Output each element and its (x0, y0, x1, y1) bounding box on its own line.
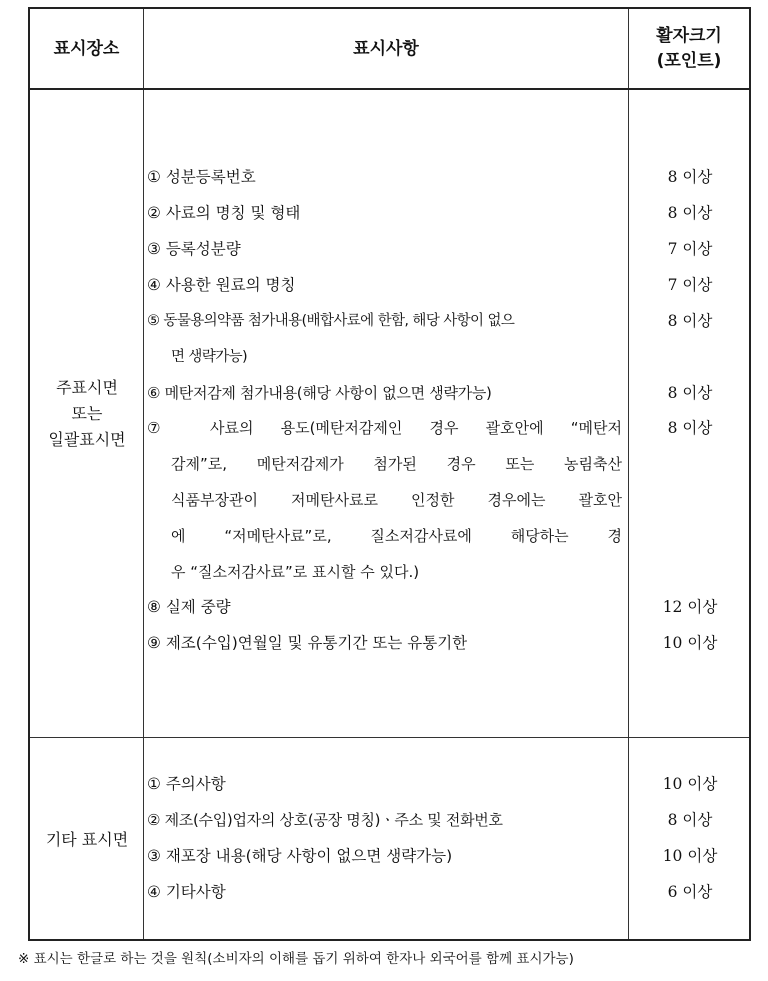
list-item: ⑤ 동물용의약품 첨가내용(배합사료에 한함, 해당 사항이 없으 면 생략가능) (147, 313, 515, 365)
list-item: ② 제조(수입)업자의 상호(공장 명칭)ㆍ주소 및 전화번호 (147, 811, 503, 829)
list-item: ④ 사용한 원료의 명칭 (147, 276, 296, 294)
font-size-value: 6 이상 (667, 883, 713, 901)
font-size-value: 10 이상 (662, 847, 718, 865)
footnote: ※ 표시는 한글로 하는 것을 원칙(소비자의 이해를 돕기 위하여 한자나 외국어를 함께 표시가능) (18, 951, 574, 967)
list-item: ⑥ 메탄저감제 첨가내용(해당 사항이 없으면 생략가능) (147, 384, 492, 402)
list-item: ② 사료의 명칭 및 형태 (147, 204, 301, 222)
list-item: ③ 등록성분량 (147, 240, 241, 258)
font-size-value: 8 이상 (667, 384, 713, 402)
list-item: ④ 기타사항 (147, 883, 226, 901)
font-size-value: 8 이상 (667, 811, 713, 829)
header-size: 활자크기 (포인트) (656, 26, 722, 71)
font-size-value: 7 이상 (667, 276, 713, 294)
list-item: ① 주의사항 (147, 775, 226, 793)
header-items: 표시사항 (353, 38, 419, 59)
place-other: 기타 표시면 (45, 829, 129, 849)
font-size-value: 10 이상 (662, 775, 718, 793)
font-size-value: 12 이상 (662, 598, 718, 616)
list-item: ⑦ 사료의 용도(메탄저감제인 경우 괄호안에 “메탄저 감제”로, 메탄저감제가 첨가된 경우 또는 농림축산 식품부장관이 저메탄사료로 인정한 경우에는 괄호안 에 “저메탄사료”로, 질소저감사료에 해당하는 경 우 “질소저감사료”로 표시할 수 있다.) (147, 419, 622, 581)
font-size-value: 7 이상 (667, 240, 713, 258)
font-size-value: 8 이상 (667, 312, 713, 330)
header-place: 표시장소 (53, 38, 120, 59)
column-divider (628, 9, 629, 939)
list-item: ① 성분등록번호 (147, 168, 256, 186)
list-item: ③ 재포장 내용(해당 사항이 없으면 생략가능) (147, 847, 453, 865)
label-table (28, 7, 751, 941)
font-size-value: 8 이상 (667, 419, 713, 437)
list-item: ⑨ 제조(수입)연월일 및 유통기간 또는 유통기한 (147, 634, 468, 652)
place-main: 주표시면 또는 일괄표시면 (48, 378, 126, 449)
font-size-value: 10 이상 (662, 634, 718, 652)
font-size-value: 8 이상 (667, 204, 713, 222)
font-size-value: 8 이상 (667, 168, 713, 186)
list-item: ⑧ 실제 중량 (147, 598, 231, 616)
